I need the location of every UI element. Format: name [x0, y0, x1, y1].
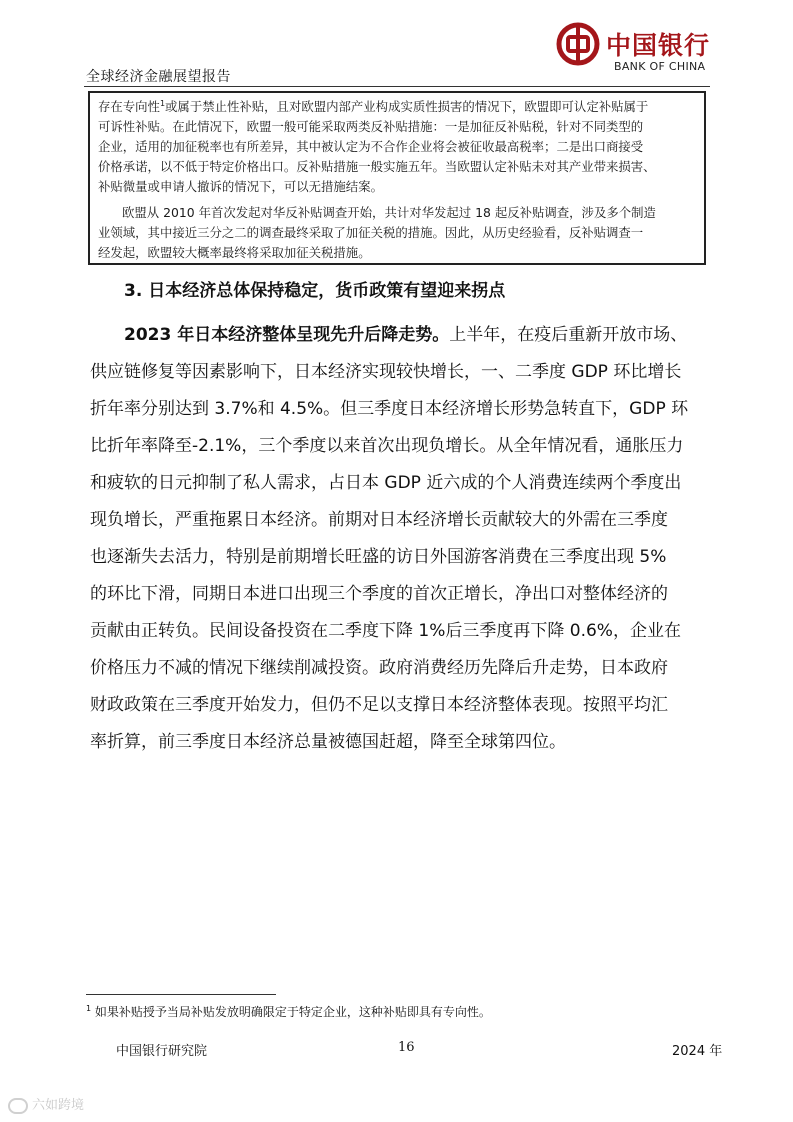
body-line: 也逐渐失去活力，特别是前期增长旺盛的访日外国游客消费在三季度出现 5%: [90, 547, 667, 567]
box-line: 存在专向性$^1$或属于禁止性补贴，且对欧盟内部产业构成实质性损害的情况下，欧盟即可认定补贴属于: [98, 98, 649, 114]
body-line: 财政政策在三季度开始发力，但仍不足以支撑日本经济整体表现。按照平均汇: [90, 695, 668, 715]
bank-logo: [556, 20, 716, 84]
subsidy-info-box: [88, 91, 706, 265]
page-number: 16: [398, 1040, 415, 1055]
watermark: 六如跨境: [8, 1094, 84, 1114]
footnote: [86, 1003, 491, 1020]
footnote-divider: [86, 994, 276, 995]
body-line: 率折算，前三季度日本经济总量被德国赶超，降至全球第四位。: [90, 732, 566, 752]
body-line: 2023 年日本经济整体呈现先升后降走势。上半年，在疫后重新开放市场、: [124, 325, 688, 345]
body-line: 和疲软的日元抑制了私人需求，占日本 GDP 近六成的个人消费连续两个季度出: [90, 473, 682, 493]
box-line: 可诉性补贴。在此情况下，欧盟一般可能采取两类反补贴措施：一是加征反补贴税，针对不同类型的: [98, 119, 644, 134]
body-line: 贡献由正转负。民间设备投资在二季度下降 1%后三季度再下降 0.6%，企业在: [90, 621, 681, 641]
footnote-text: 如果补贴授予当局补贴发放明确限定于特定企业，这种补贴即具有专向性。: [94, 1005, 491, 1019]
footer-institute: 中国银行研究院: [116, 1044, 208, 1059]
box-line: 企业，适用的加征税率也有所差异，其中被认定为不合作企业将会被征收最高税率；二是出口商接受: [98, 139, 644, 154]
box-line: 业领域，其中接近三分之二的调查最终采取了加征关税的措施。因此，从历史经验看，反补贴调查一: [98, 225, 644, 240]
body-line: 的环比下滑，同期日本进口出现三个季度的首次正增长，净出口对整体经济的: [90, 584, 668, 604]
header-divider: [84, 86, 710, 87]
box-line: 经发起，欧盟较大概率最终将采取加征关税措施。: [98, 245, 371, 260]
logo-english-name: BANK OF CHINA: [614, 60, 706, 73]
watermark-logo-icon: [8, 1098, 28, 1114]
section-heading: 3. 日本经济总体保持稳定，货币政策有望迎来拐点: [124, 281, 506, 301]
footnote-marker: 1: [159, 98, 166, 108]
logo-chinese-name: 中国银行: [606, 31, 711, 60]
box-line: 欧盟从 2010 年首次发起对华反补贴调查开始，共计对华发起过 18 起反补贴调查，涉及多个制造: [122, 205, 656, 220]
footnote-number: 1: [86, 1004, 92, 1013]
body-line: 价格压力不减的情况下继续削减投资。政府消费经历先降后升走势，日本政府: [90, 658, 668, 678]
box-line: 价格承诺，以不低于特定价格出口。反补贴措施一般实施五年。当欧盟认定补贴未对其产业带来损害、: [98, 159, 656, 174]
body-line: 供应链修复等因素影响下，日本经济实现较快增长，一、二季度 GDP 环比增长: [90, 362, 682, 382]
report-title: 全球经济金融展望报告: [86, 69, 231, 85]
bank-of-china-emblem-icon: [556, 22, 600, 66]
body-line: 折年率分别达到 3.7%和 4.5%。但三季度日本经济增长形势急转直下，GDP 环: [90, 399, 689, 419]
body-line: 现负增长，严重拖累日本经济。前期对日本经济增长贡献较大的外需在三季度: [90, 510, 668, 530]
footer-year: 2024 年: [672, 1044, 723, 1059]
box-line: 补贴微量或申请人撤诉的情况下，可以无措施结案。: [98, 179, 383, 194]
lead-sentence: 2023 年日本经济整体呈现先升后降走势。: [124, 325, 450, 345]
body-line: 比折年率降至-2.1%，三个季度以来首次出现负增长。从全年情况看，通胀压力: [90, 436, 684, 456]
